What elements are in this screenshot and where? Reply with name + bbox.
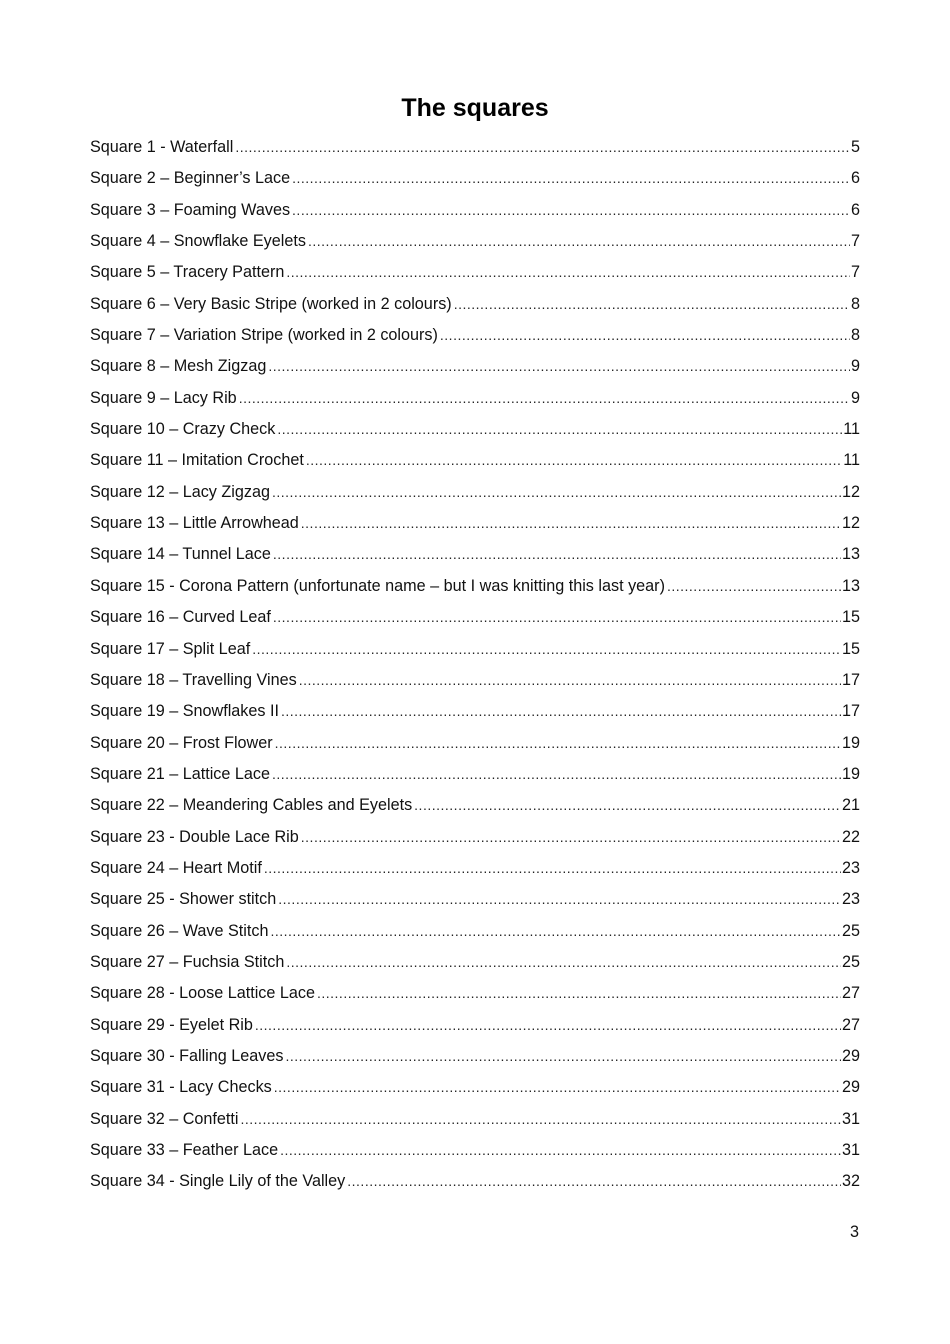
toc-entry-label: Square 1 - Waterfall (90, 138, 234, 156)
toc-dot-leader (299, 668, 841, 692)
toc-entry-label: Square 31 - Lacy Checks (90, 1078, 272, 1097)
toc-dot-leader (272, 480, 841, 504)
toc-entry[interactable] (90, 793, 860, 824)
toc-entry-page-number: 15 (841, 639, 860, 658)
toc-dot-leader (277, 417, 842, 441)
toc-dot-leader (306, 448, 842, 472)
toc-entry-label: Square 23 - Double Lace Rib (90, 827, 299, 846)
toc-entry-label: Square 29 - Eyelet Rib (90, 1015, 253, 1034)
toc-entry-label: Square 17 – Split Leaf (90, 639, 251, 658)
toc-entry[interactable] (90, 1075, 860, 1106)
toc-entry-label: Square 14 – Tunnel Lace (90, 545, 271, 564)
toc-entry-page-number: 31 (841, 1141, 860, 1159)
toc-entry[interactable] (90, 1013, 860, 1044)
table-of-contents (90, 135, 860, 1201)
toc-dot-leader (308, 229, 850, 253)
toc-entry[interactable] (90, 135, 860, 166)
toc-entry-page-number: 23 (841, 890, 860, 909)
toc-entry-label: Square 15 - Corona Pattern (unfortunate name – but I was knitting this last year) (90, 576, 665, 595)
toc-entry[interactable] (90, 762, 860, 793)
toc-entry[interactable] (90, 260, 860, 291)
toc-entry-page-number: 7 (850, 263, 860, 282)
toc-entry[interactable] (90, 605, 860, 636)
toc-entry-label: Square 19 – Snowflakes II (90, 702, 279, 721)
toc-entry[interactable] (90, 856, 860, 887)
page-title: The squares (401, 94, 549, 122)
toc-entry[interactable] (90, 1044, 860, 1075)
toc-dot-leader (273, 605, 841, 629)
toc-entry-label: Square 28 - Loose Lattice Lace (90, 984, 315, 1003)
toc-entry-label: Square 9 – Lacy Rib (90, 388, 237, 407)
toc-entry-page-number: 31 (841, 1109, 860, 1128)
toc-entry-page-number: 11 (843, 420, 860, 439)
toc-dot-leader (667, 574, 841, 598)
toc-entry-label: Square 2 – Beginner’s Lace (90, 169, 291, 188)
toc-dot-leader (272, 762, 841, 786)
toc-entry-label: Square 3 – Foaming Waves (90, 200, 291, 219)
toc-entry[interactable] (90, 825, 860, 856)
toc-entry-page-number: 12 (841, 514, 860, 533)
toc-dot-leader (252, 637, 841, 661)
toc-entry[interactable] (90, 1138, 860, 1169)
toc-entry-page-number: 13 (841, 576, 860, 595)
toc-entry-page-number: 5 (850, 138, 860, 156)
toc-entry[interactable] (90, 919, 860, 950)
toc-entry-label: Square 4 – Snowflake Eyelets (90, 232, 306, 251)
toc-entry-page-number: 17 (841, 702, 860, 721)
toc-dot-leader (278, 887, 841, 911)
toc-entry-label: Square 24 – Heart Motif (90, 858, 262, 877)
toc-entry-page-number: 21 (841, 796, 860, 815)
toc-entry-label: Square 18 – Travelling Vines (90, 670, 297, 689)
toc-entry[interactable] (90, 668, 860, 699)
toc-entry-label: Square 27 – Fuchsia Stitch (90, 952, 285, 971)
toc-entry[interactable] (90, 448, 860, 479)
toc-entry-page-number: 25 (841, 952, 860, 971)
toc-dot-leader (286, 950, 841, 974)
toc-entry-label: Square 11 – Imitation Crochet (90, 451, 304, 470)
toc-dot-leader (255, 1013, 841, 1037)
toc-entry[interactable] (90, 292, 860, 323)
toc-entry-page-number: 11 (843, 451, 860, 470)
toc-entry-label: Square 5 – Tracery Pattern (90, 263, 285, 282)
toc-entry-page-number: 25 (841, 921, 860, 940)
toc-entry-page-number: 12 (841, 482, 860, 501)
toc-dot-leader (270, 919, 841, 943)
toc-dot-leader (280, 1138, 841, 1162)
toc-entry-page-number: 6 (850, 200, 860, 219)
toc-entry-label: Square 12 – Lacy Zigzag (90, 482, 270, 501)
toc-entry-label: Square 30 - Falling Leaves (90, 1046, 284, 1065)
toc-dot-leader (301, 511, 841, 535)
toc-dot-leader (317, 981, 841, 1005)
toc-entry-page-number: 8 (850, 294, 860, 313)
toc-dot-leader (268, 354, 850, 378)
toc-entry[interactable] (90, 386, 860, 417)
toc-entry[interactable] (90, 574, 860, 605)
toc-dot-leader (286, 260, 850, 284)
toc-entry-page-number: 17 (841, 670, 860, 689)
toc-entry-page-number: 22 (841, 827, 860, 846)
toc-entry[interactable] (90, 511, 860, 542)
toc-entry-page-number: 9 (850, 388, 860, 407)
toc-entry-page-number: 13 (841, 545, 860, 564)
toc-dot-leader (440, 323, 850, 347)
toc-entry-label: Square 6 – Very Basic Stripe (worked in 2 colours) (90, 294, 452, 313)
toc-entry[interactable] (90, 981, 860, 1012)
toc-entry[interactable] (90, 950, 860, 981)
toc-dot-leader (239, 386, 850, 410)
toc-entry[interactable] (90, 354, 860, 385)
toc-entry-page-number: 32 (841, 1172, 860, 1191)
toc-entry[interactable] (90, 166, 860, 197)
toc-entry-page-number: 9 (850, 357, 860, 376)
toc-entry-label: Square 34 - Single Lily of the Valley (90, 1172, 346, 1191)
page-number: 3 (849, 1223, 859, 1241)
toc-dot-leader (281, 699, 841, 723)
toc-entry-label: Square 25 - Shower stitch (90, 890, 277, 909)
toc-dot-leader (347, 1169, 841, 1193)
toc-entry-page-number: 27 (841, 984, 860, 1003)
toc-entry[interactable] (90, 1107, 860, 1138)
toc-entry-label: Square 21 – Lattice Lace (90, 764, 270, 783)
toc-dot-leader (292, 198, 850, 222)
toc-entry-page-number: 27 (841, 1015, 860, 1034)
toc-entry[interactable] (90, 887, 860, 918)
toc-dot-leader (241, 1107, 841, 1131)
toc-dot-leader (292, 166, 850, 190)
toc-entry-label: Square 32 – Confetti (90, 1109, 239, 1128)
toc-entry[interactable] (90, 417, 860, 448)
toc-entry-page-number: 8 (850, 326, 860, 345)
toc-entry-label: Square 7 – Variation Stripe (worked in 2 colours) (90, 326, 438, 345)
toc-entry[interactable] (90, 229, 860, 260)
toc-entry-label: Square 33 – Feather Lace (90, 1141, 279, 1159)
toc-dot-leader (285, 1044, 841, 1068)
toc-entry-label: Square 26 – Wave Stitch (90, 921, 269, 940)
toc-dot-leader (264, 856, 841, 880)
toc-dot-leader (454, 292, 850, 316)
toc-entry-label: Square 8 – Mesh Zigzag (90, 357, 267, 376)
toc-dot-leader (273, 542, 841, 566)
toc-entry-label: Square 20 – Frost Flower (90, 733, 273, 752)
toc-entry[interactable] (90, 699, 860, 730)
toc-entry-label: Square 13 – Little Arrowhead (90, 514, 299, 533)
toc-entry-page-number: 29 (841, 1078, 860, 1097)
toc-entry-page-number: 15 (841, 608, 860, 627)
toc-entry-page-number: 7 (850, 232, 860, 251)
toc-entry[interactable] (90, 480, 860, 511)
toc-entry[interactable] (90, 198, 860, 229)
toc-entry[interactable] (90, 1169, 860, 1200)
toc-entry[interactable] (90, 731, 860, 762)
toc-entry-label: Square 16 – Curved Leaf (90, 608, 271, 627)
toc-dot-leader (274, 1075, 841, 1099)
toc-dot-leader (235, 135, 850, 159)
toc-entry-page-number: 19 (841, 733, 860, 752)
toc-entry-page-number: 29 (841, 1046, 860, 1065)
toc-dot-leader (414, 793, 841, 817)
toc-entry-page-number: 19 (841, 764, 860, 783)
toc-entry-page-number: 6 (850, 169, 860, 188)
toc-dot-leader (275, 731, 841, 755)
toc-entry[interactable] (90, 637, 860, 668)
toc-entry-label: Square 22 – Meandering Cables and Eyelets (90, 796, 413, 815)
toc-dot-leader (301, 825, 841, 849)
toc-entry[interactable] (90, 542, 860, 573)
toc-entry-page-number: 23 (841, 858, 860, 877)
toc-entry-label: Square 10 – Crazy Check (90, 420, 276, 439)
toc-entry[interactable] (90, 323, 860, 354)
